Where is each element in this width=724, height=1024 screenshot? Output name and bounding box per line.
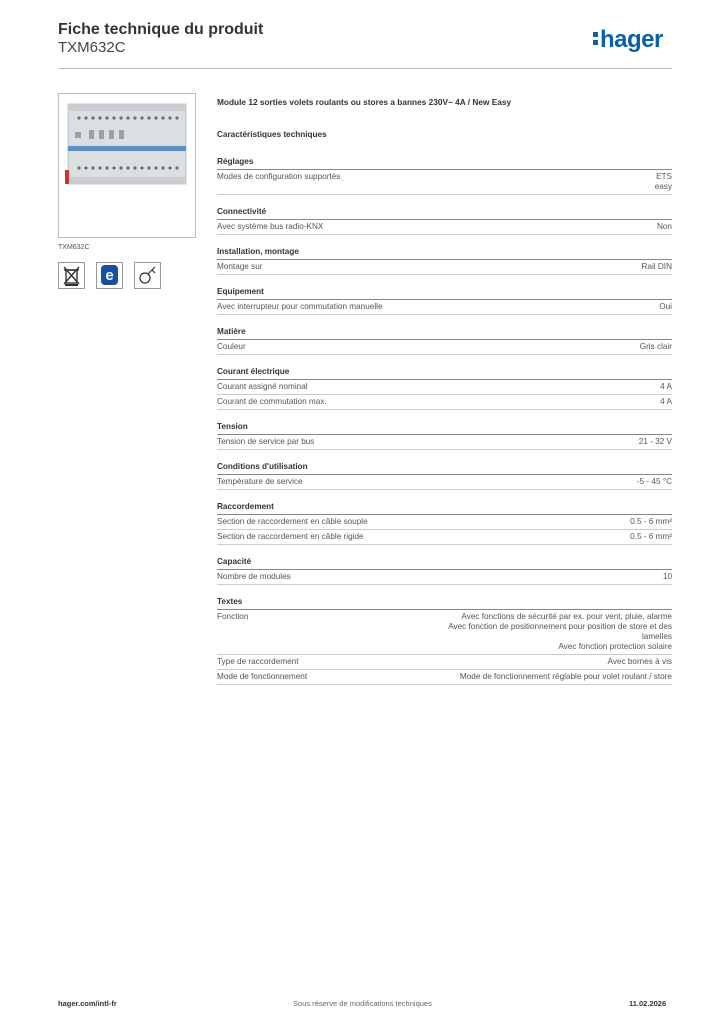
section-title: Raccordement	[217, 501, 672, 515]
spec-label: Section de raccordement en câble souple	[217, 517, 368, 526]
spec-section	[217, 246, 672, 275]
main-content	[217, 97, 672, 696]
spec-section	[217, 421, 672, 450]
product-image	[58, 93, 196, 238]
spec-section	[217, 366, 672, 410]
section-title: Capacité	[217, 556, 672, 570]
logo-dots-icon	[593, 30, 599, 46]
svg-text:e: e	[105, 267, 114, 284]
spec-label: Tension de service par bus	[217, 437, 315, 446]
spec-row	[217, 170, 672, 195]
header-divider	[58, 68, 672, 69]
spec-label: Modes de configuration supportés	[217, 172, 341, 181]
spec-row	[217, 530, 672, 545]
spec-value: ETS easy	[654, 172, 672, 191]
spec-value: 21 - 32 V	[638, 437, 672, 446]
spec-value: 4 A	[660, 382, 672, 391]
footer-website: hager.com/intl-fr	[58, 999, 117, 1008]
spec-value: Avec bornes à vis	[607, 657, 672, 666]
spec-label: Couleur	[217, 342, 246, 351]
section-title: Connectivité	[217, 206, 672, 220]
spec-section	[217, 501, 672, 545]
spec-value: 4 A	[660, 397, 672, 406]
spec-row	[217, 220, 672, 235]
section-title: Equipement	[217, 286, 672, 300]
footer-notice: Sous réserve de modifications techniques	[293, 999, 432, 1008]
spec-row	[217, 670, 672, 685]
spec-heading: Caractéristiques techniques	[217, 130, 327, 139]
spec-label: Avec interrupteur pour commutation manuelle	[217, 302, 383, 311]
section-title: Textes	[217, 596, 672, 610]
spec-row	[217, 655, 672, 670]
spec-row	[217, 435, 672, 450]
spec-row	[217, 610, 672, 655]
spec-value: 0.5 - 6 mm²	[630, 517, 672, 526]
spec-row	[217, 515, 672, 530]
spec-row	[217, 395, 672, 410]
spec-value: Avec fonctions de sécurité par ex. pour vent, pluie, alarme Avec fonction de positionnement pour position de store et des lamelles Avec fonction protection solaire	[448, 612, 672, 651]
spec-row	[217, 260, 672, 275]
spec-row	[217, 380, 672, 395]
key-label-icon	[134, 262, 161, 289]
product-reference: TXM632C	[58, 39, 126, 56]
spec-label: Montage sur	[217, 262, 263, 271]
spec-label: Courant assigné nominal	[217, 382, 308, 391]
spec-value: 0.5 - 6 mm²	[630, 532, 672, 541]
spec-row	[217, 300, 672, 315]
spec-section	[217, 286, 672, 315]
spec-section	[217, 556, 672, 585]
product-description: Module 12 sorties volets roulants ou stores a bannes 230V~ 4A / New Easy	[217, 97, 512, 107]
spec-row	[217, 570, 672, 585]
spec-label: Section de raccordement en câble rigide	[217, 532, 364, 541]
spec-section	[217, 596, 672, 685]
spec-label: Nombre de modules	[217, 572, 291, 581]
spec-section	[217, 326, 672, 355]
section-title: Tension	[217, 421, 672, 435]
spec-row	[217, 475, 672, 490]
spec-row	[217, 340, 672, 355]
image-caption: TXM632C	[58, 244, 90, 251]
hager-logo: hager	[593, 26, 663, 54]
spec-value: Gris clair	[639, 342, 672, 351]
spec-value: Rail DIN	[641, 262, 672, 271]
spec-section	[217, 206, 672, 235]
section-title: Matière	[217, 326, 672, 340]
spec-sections	[217, 156, 672, 685]
spec-label: Courant de commutation max.	[217, 397, 327, 406]
section-title: Installation, montage	[217, 246, 672, 260]
spec-value: -5 - 45 °C	[636, 477, 672, 486]
spec-label: Fonction	[217, 612, 249, 621]
footer-date: 11.02.2026	[629, 999, 667, 1008]
section-title: Courant électrique	[217, 366, 672, 380]
spec-value: 10	[662, 572, 672, 581]
spec-label: Mode de fonctionnement	[217, 672, 308, 681]
spec-label: Température de service	[217, 477, 303, 486]
easy-mark-icon	[96, 262, 123, 289]
spec-value: Oui	[659, 302, 672, 311]
spec-value: Mode de fonctionnement réglable pour volet roulant / store	[459, 672, 672, 681]
spec-section	[217, 156, 672, 195]
no-disposal-icon	[58, 262, 85, 289]
spec-value: Non	[656, 222, 672, 231]
spec-label: Avec système bus radio-KNX	[217, 222, 324, 231]
section-title: Conditions d'utilisation	[217, 461, 672, 475]
page-title: Fiche technique du produit	[58, 21, 264, 38]
spec-label: Type de raccordement	[217, 657, 299, 666]
section-title: Réglages	[217, 156, 672, 170]
spec-section	[217, 461, 672, 490]
